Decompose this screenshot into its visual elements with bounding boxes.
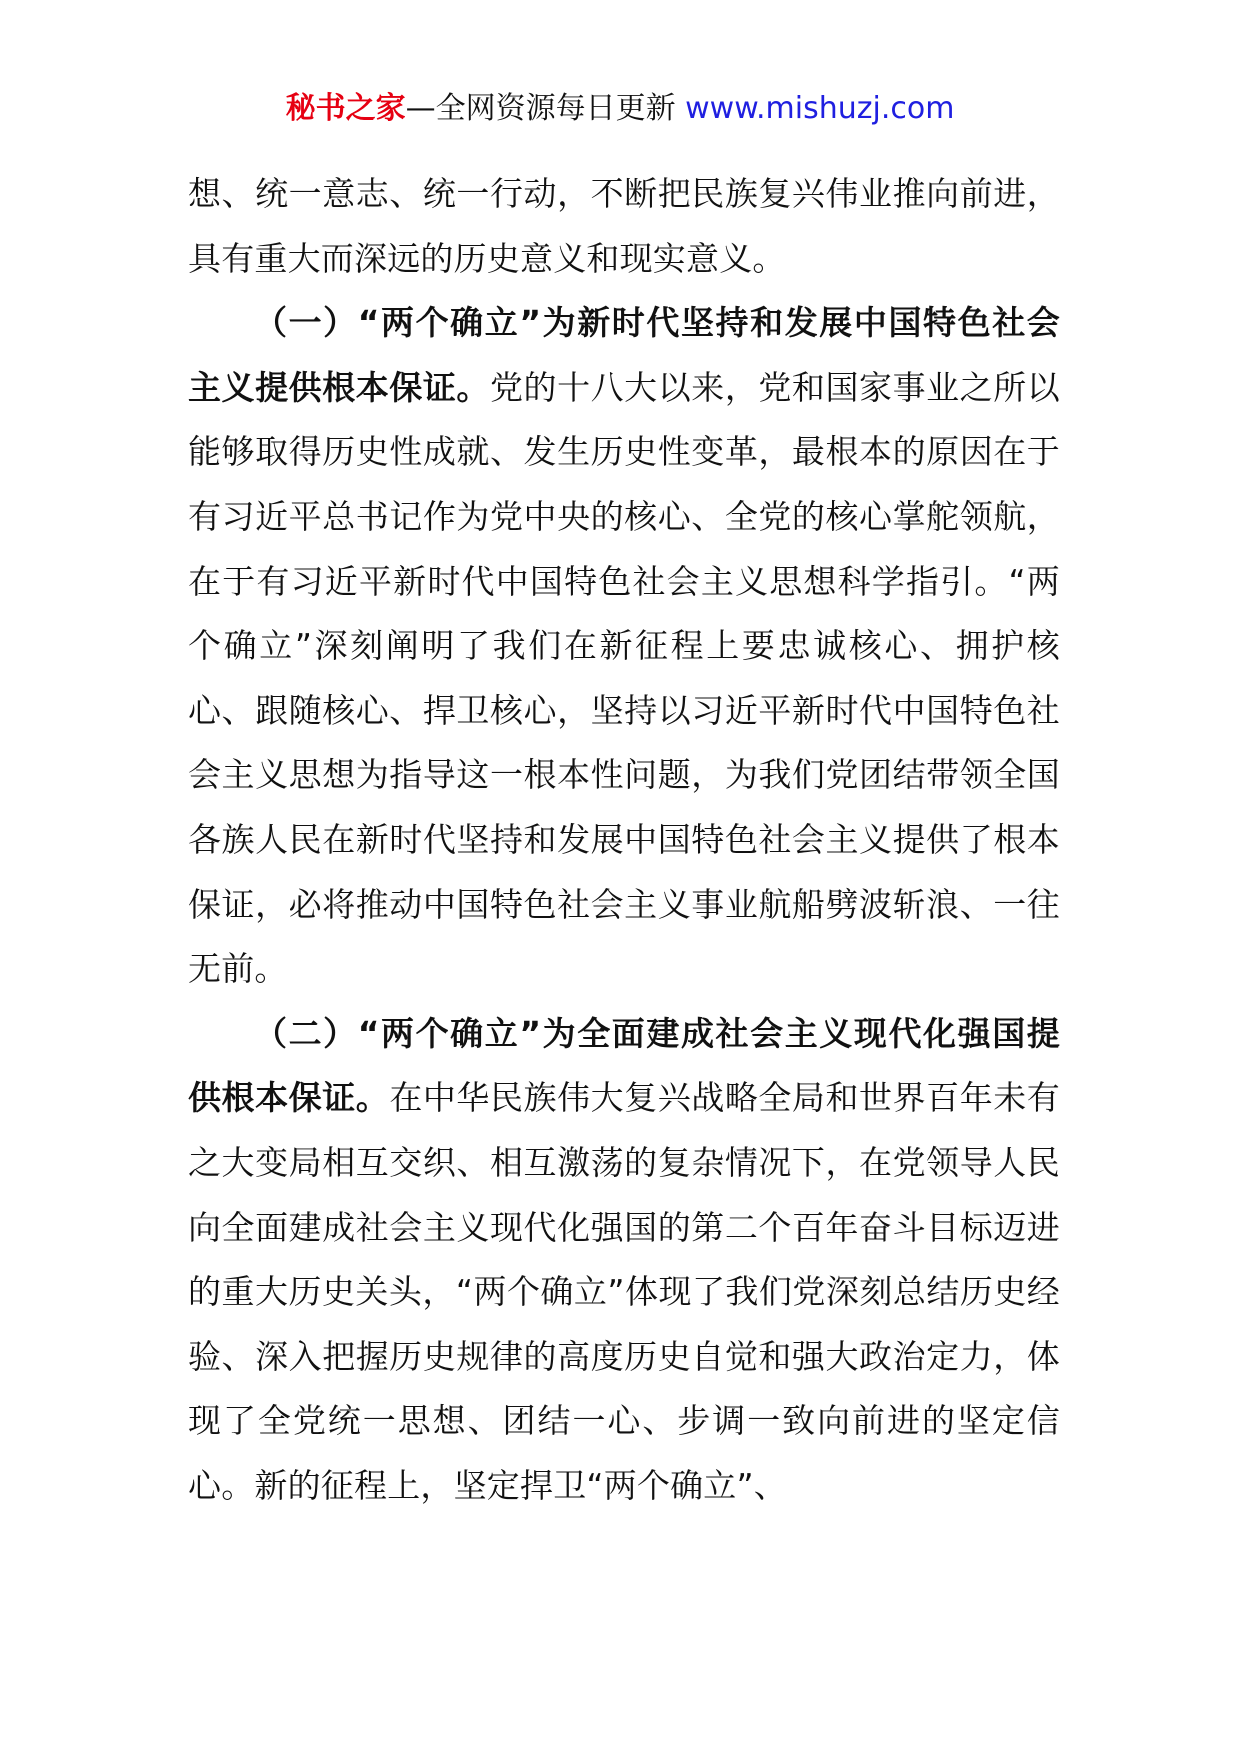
document-body (188, 162, 1060, 1518)
header-tagline: —全网资源每日更新 (405, 91, 676, 126)
page-header (0, 86, 1240, 132)
section-text-1: 党的十八大以来，党和国家事业之所以能够取得历史性成就、发生历史性变革，最根本的原因在于有习近平总书记作为党中央的核心、全党的核心掌舵领航，在于有习近平新时代中国特色社会主义思想科学指引。“两个确立”深刻阐明了我们在新征程上要忠诚核心、拥护核心、跟随核心、捍卫核心，坚持以习近平新时代中国特色社会主义思想为指导这一根本性问题，为我们党团结带领全国各族人民在新时代坚持和发展中国特色社会主义提供了根本保证，必将推动中国特色社会主义事业航船劈波斩浪、一往无前。 (188, 367, 1060, 989)
paragraph-continuation: 想、统一意志、统一行动，不断把民族复兴伟业推向前进，具有重大而深远的历史意义和现实意义。 (188, 174, 1060, 278)
section-text-2: 在中华民族伟大复兴战略全局和世界百年未有之大变局相互交织、相互激荡的复杂情况下，在党领导人民向全面建成社会主义现代化强国的第二个百年奋斗目标迈进的重大历史关头，“两个确立”体现了我们党深刻总结历史经验、深入把握历史规律的高度历史自觉和强大政治定力，体现了全党统一思想、团结一心、步调一致向前进的坚定信心。新的征程上，坚定捍卫“两个确立”、 (188, 1078, 1060, 1505)
section-heading-2: （二）“两个确立”为全面建成社会主义现代化强国提供根本保证。 (188, 1013, 1060, 1118)
section-heading-1: （一）“两个确立”为新时代坚持和发展中国特色社会主义提供根本保证。 (188, 303, 1060, 407)
brand-name: 秘书之家 (285, 91, 406, 126)
section-paragraph-2 (188, 1002, 1060, 1519)
section-paragraph-1 (188, 291, 1060, 1002)
website-link[interactable]: www.mishuzj.com (685, 91, 955, 126)
